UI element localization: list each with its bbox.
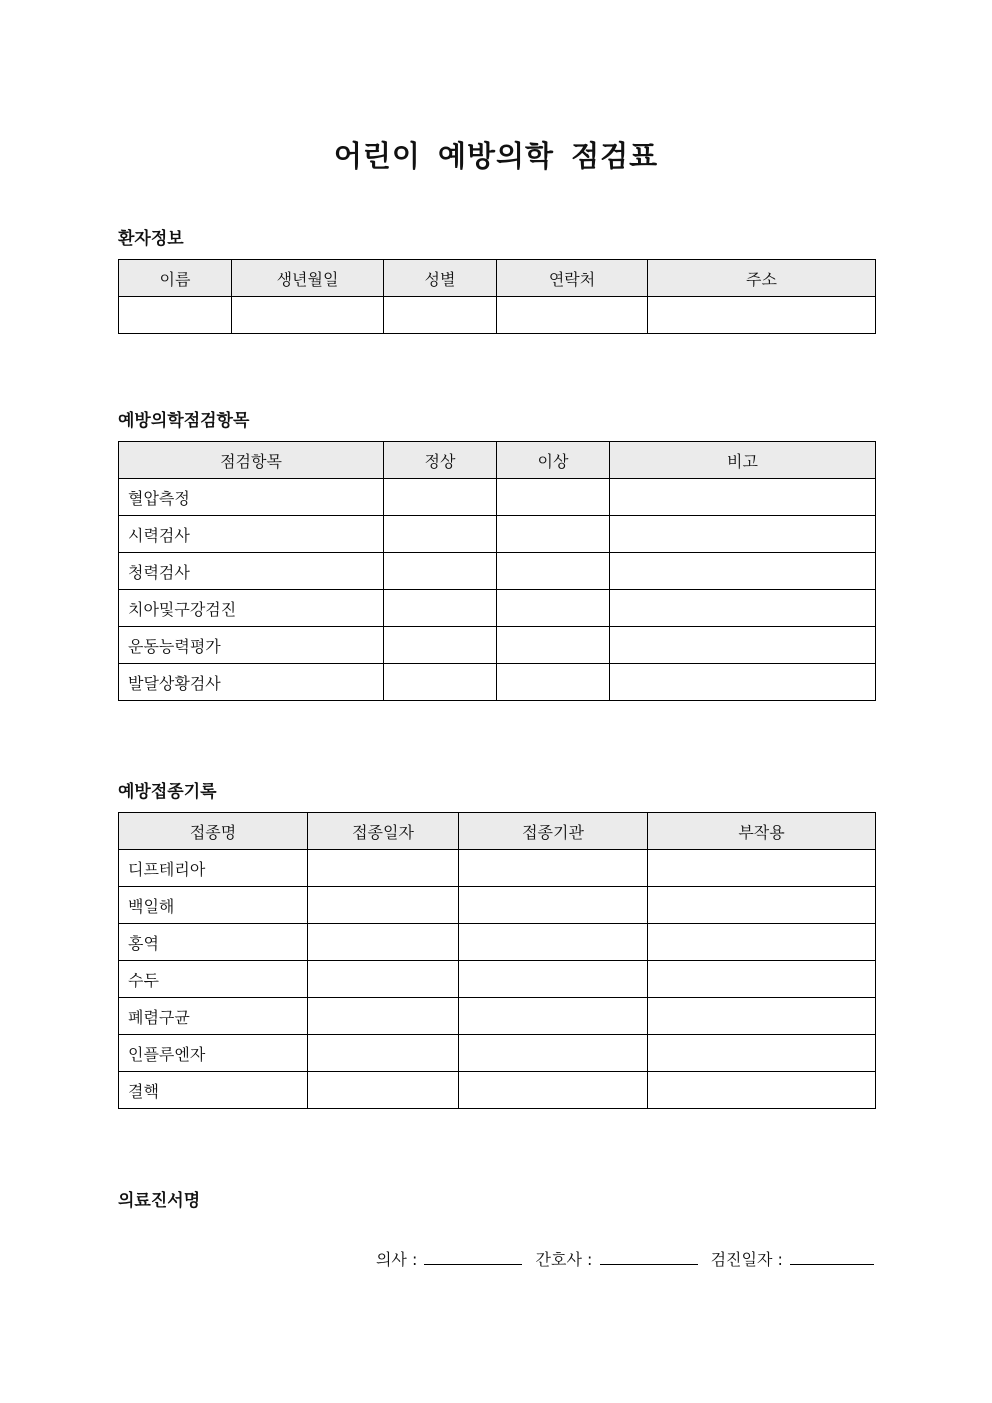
normal-cell[interactable] [384, 664, 497, 701]
checkup-date-label: 검진일자 : [710, 1250, 783, 1269]
vaccination-table [118, 812, 876, 1109]
table-row [119, 664, 876, 701]
checkup-table [118, 441, 876, 701]
column-header-normal: 정상 [384, 442, 497, 479]
remarks-cell[interactable] [610, 590, 876, 627]
patient-info-table [118, 259, 876, 334]
institution-cell[interactable] [459, 1035, 648, 1072]
checkup-date-field[interactable] [790, 1250, 874, 1265]
institution-cell[interactable] [459, 961, 648, 998]
remarks-cell[interactable] [610, 627, 876, 664]
date-cell[interactable] [308, 1072, 459, 1109]
gender-cell[interactable] [384, 297, 497, 334]
institution-cell[interactable] [459, 1072, 648, 1109]
abnormal-cell[interactable] [497, 516, 610, 553]
vaccine-label: 백일해 [119, 887, 308, 924]
doctor-signature-field[interactable] [424, 1250, 522, 1265]
column-header-side-effects: 부작용 [648, 813, 876, 850]
table-row [119, 553, 876, 590]
table-row [119, 1072, 876, 1109]
normal-cell[interactable] [384, 590, 497, 627]
institution-cell[interactable] [459, 887, 648, 924]
vaccine-label: 수두 [119, 961, 308, 998]
normal-cell[interactable] [384, 516, 497, 553]
doctor-label: 의사 : [375, 1250, 418, 1269]
remarks-cell[interactable] [610, 664, 876, 701]
item-label: 청력검사 [119, 553, 384, 590]
column-header-name: 이름 [119, 260, 232, 297]
side-effects-cell[interactable] [648, 1072, 876, 1109]
column-header-vaccine: 접종명 [119, 813, 308, 850]
vaccine-label: 결핵 [119, 1072, 308, 1109]
remarks-cell[interactable] [610, 516, 876, 553]
institution-cell[interactable] [459, 924, 648, 961]
vaccination-heading: 예방접종기록 [118, 782, 217, 802]
contact-cell[interactable] [497, 297, 648, 334]
table-row [119, 590, 876, 627]
table-row [119, 297, 876, 334]
column-header-birthdate: 생년월일 [232, 260, 384, 297]
item-label: 발달상황검사 [119, 664, 384, 701]
document-title: 어린이 예방의학 점검표 [333, 139, 659, 173]
abnormal-cell[interactable] [497, 664, 610, 701]
date-cell[interactable] [308, 924, 459, 961]
signature-heading: 의료진서명 [118, 1191, 201, 1211]
side-effects-cell[interactable] [648, 1035, 876, 1072]
date-cell[interactable] [308, 887, 459, 924]
table-row [119, 627, 876, 664]
table-header-row [119, 442, 876, 479]
normal-cell[interactable] [384, 479, 497, 516]
vaccine-label: 인플루엔자 [119, 1035, 308, 1072]
nurse-signature-field[interactable] [600, 1250, 698, 1265]
remarks-cell[interactable] [610, 553, 876, 590]
table-row [119, 850, 876, 887]
column-header-item: 점검항목 [119, 442, 384, 479]
date-cell[interactable] [308, 850, 459, 887]
institution-cell[interactable] [459, 998, 648, 1035]
table-row [119, 961, 876, 998]
table-row [119, 1035, 876, 1072]
abnormal-cell[interactable] [497, 479, 610, 516]
institution-cell[interactable] [459, 850, 648, 887]
column-header-address: 주소 [648, 260, 876, 297]
vaccine-label: 폐렴구균 [119, 998, 308, 1035]
column-header-date: 접종일자 [308, 813, 459, 850]
table-header-row [119, 813, 876, 850]
abnormal-cell[interactable] [497, 627, 610, 664]
table-row [119, 887, 876, 924]
abnormal-cell[interactable] [497, 553, 610, 590]
normal-cell[interactable] [384, 627, 497, 664]
signature-line [376, 1247, 874, 1270]
column-header-gender: 성별 [384, 260, 497, 297]
remarks-cell[interactable] [610, 479, 876, 516]
column-header-institution: 접종기관 [459, 813, 648, 850]
column-header-contact: 연락처 [497, 260, 648, 297]
name-cell[interactable] [119, 297, 232, 334]
item-label: 치아및구강검진 [119, 590, 384, 627]
item-label: 시력검사 [119, 516, 384, 553]
address-cell[interactable] [648, 297, 876, 334]
table-row [119, 479, 876, 516]
patient-info-heading: 환자정보 [118, 229, 184, 249]
birthdate-cell[interactable] [232, 297, 384, 334]
column-header-remarks: 비고 [610, 442, 876, 479]
vaccine-label: 홍역 [119, 924, 308, 961]
date-cell[interactable] [308, 1035, 459, 1072]
vaccine-label: 디프테리아 [119, 850, 308, 887]
item-label: 운동능력평가 [119, 627, 384, 664]
item-label: 혈압측정 [119, 479, 384, 516]
date-cell[interactable] [308, 961, 459, 998]
nurse-label: 간호사 : [535, 1250, 593, 1269]
table-header-row [119, 260, 876, 297]
table-row [119, 924, 876, 961]
side-effects-cell[interactable] [648, 887, 876, 924]
abnormal-cell[interactable] [497, 590, 610, 627]
checkup-heading: 예방의학점검항목 [118, 411, 250, 431]
side-effects-cell[interactable] [648, 850, 876, 887]
side-effects-cell[interactable] [648, 924, 876, 961]
column-header-abnormal: 이상 [497, 442, 610, 479]
table-row [119, 516, 876, 553]
side-effects-cell[interactable] [648, 961, 876, 998]
table-row [119, 998, 876, 1035]
side-effects-cell[interactable] [648, 998, 876, 1035]
date-cell[interactable] [308, 998, 459, 1035]
normal-cell[interactable] [384, 553, 497, 590]
